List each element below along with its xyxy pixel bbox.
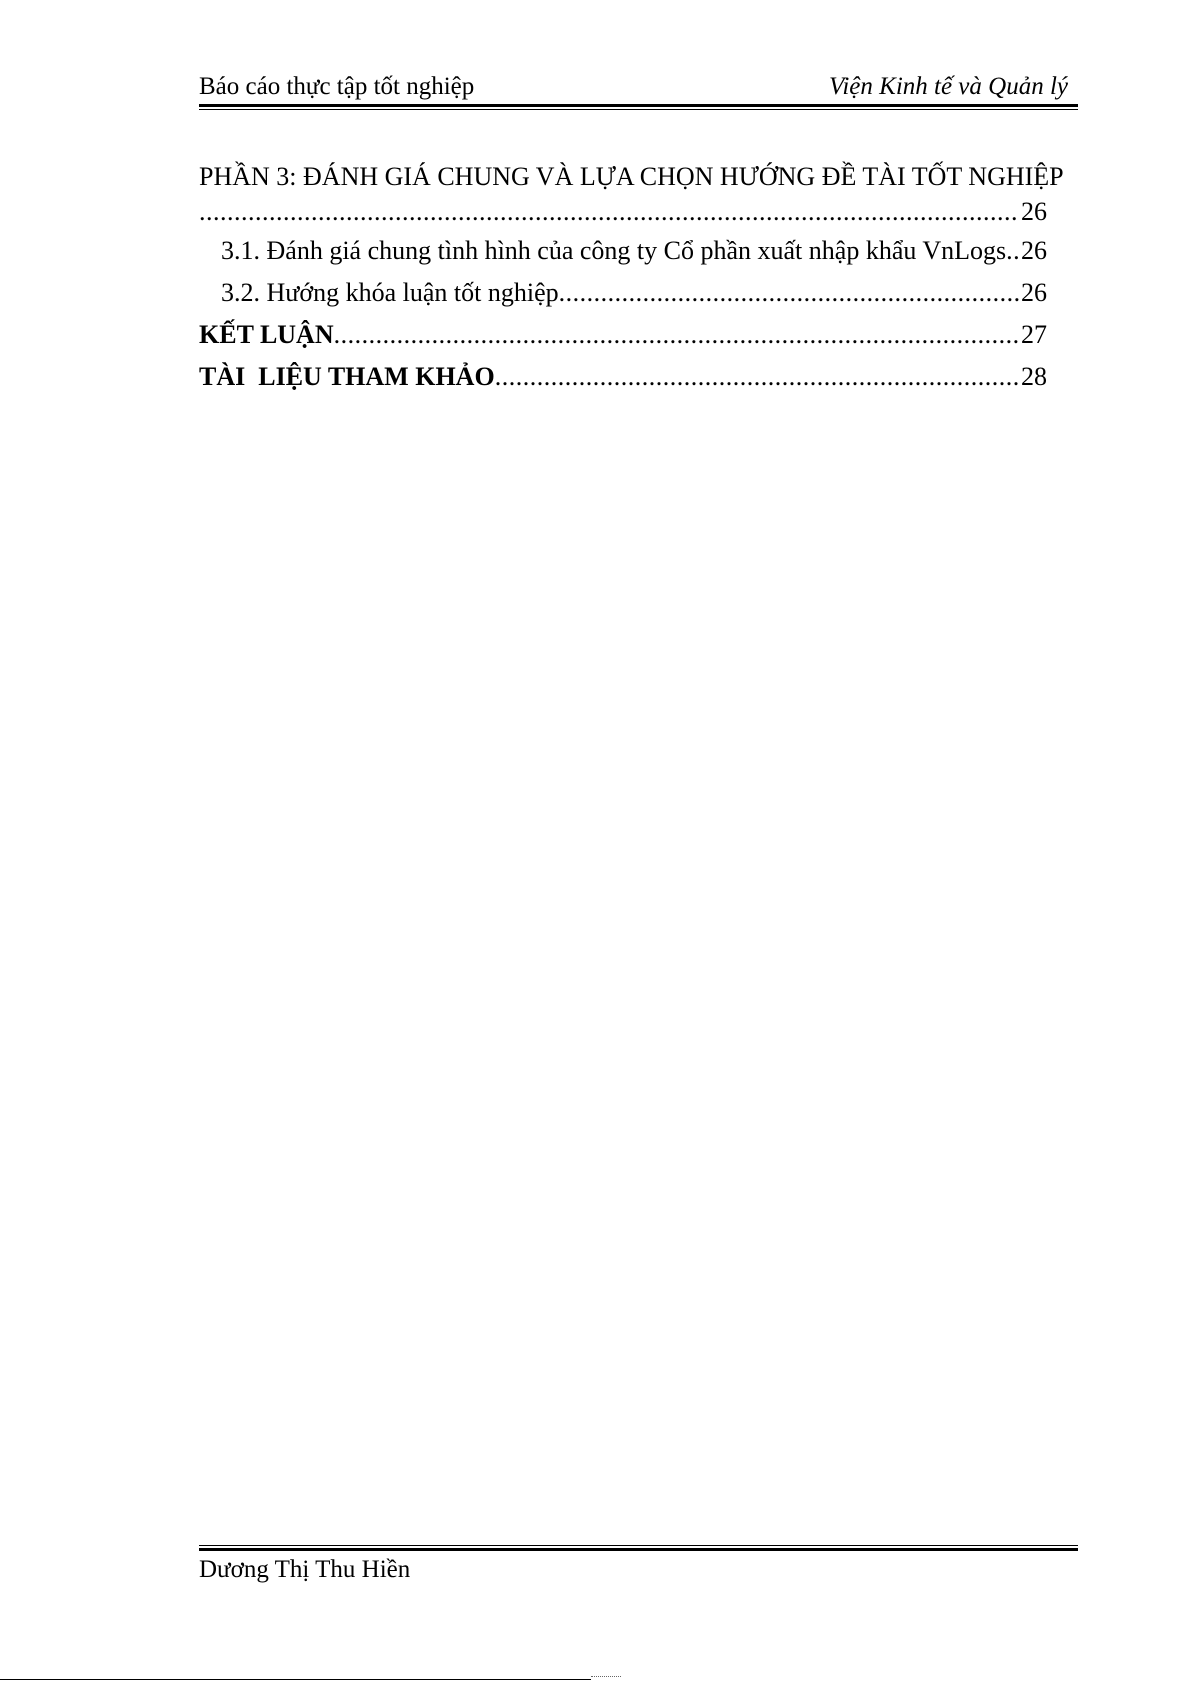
header-report-title: Báo cáo thực tập tốt nghiệp	[199, 73, 475, 100]
toc-entry-3-1[interactable]	[199, 230, 1047, 272]
header-divider-thick	[199, 104, 1078, 107]
toc-page-number: 26	[1021, 236, 1047, 265]
footer-author: Dương Thị Thu Hiền	[199, 1556, 411, 1583]
toc-dot-leader	[199, 194, 1019, 230]
toc-entry-part-3-label: PHẦN 3: ĐÁNH GIÁ CHUNG VÀ LỰA CHỌN HƯỚNG ĐỀ TÀI TỐT NGHIỆP	[199, 162, 1064, 191]
page-bottom-edge-line	[0, 1679, 591, 1680]
toc-entry-label: TÀI LIỆU THAM KHẢO	[199, 362, 495, 391]
header-divider-thin	[199, 109, 1078, 110]
toc-dot-leader	[559, 272, 1019, 314]
toc-entry-label: 3.1. Đánh giá chung tình hình của công ty Cổ phần xuất nhập khẩu VnLogs	[221, 236, 1007, 265]
footer-divider-thin	[199, 1545, 1078, 1546]
toc-dot-leader	[495, 356, 1019, 398]
toc-entry-label: 3.2. Hướng khóa luận tốt nghiệp	[221, 278, 559, 307]
toc-page-number: 28	[1021, 362, 1047, 391]
footer-divider-thick	[199, 1548, 1078, 1551]
toc-entry-references[interactable]	[199, 356, 1047, 398]
toc-dot-leader	[334, 314, 1019, 356]
table-of-contents	[199, 160, 1064, 398]
page-header	[199, 70, 1078, 106]
page-bottom-edge-mark	[591, 1676, 621, 1681]
toc-entry-3-2[interactable]	[199, 272, 1047, 314]
toc-entry-part-3-leader[interactable]	[199, 194, 1047, 230]
toc-entry-label: KẾT LUẬN	[199, 320, 334, 349]
toc-dot-leader	[1006, 230, 1019, 272]
toc-entry-part-3-title[interactable]	[199, 160, 1069, 194]
toc-page-number: 27	[1021, 320, 1047, 349]
toc-entry-conclusion[interactable]	[199, 314, 1047, 356]
header-institute: Viện Kinh tế và Quản lý	[828, 73, 1068, 100]
toc-page-number: 26	[1021, 278, 1047, 307]
toc-page-number: 26	[1021, 197, 1047, 226]
